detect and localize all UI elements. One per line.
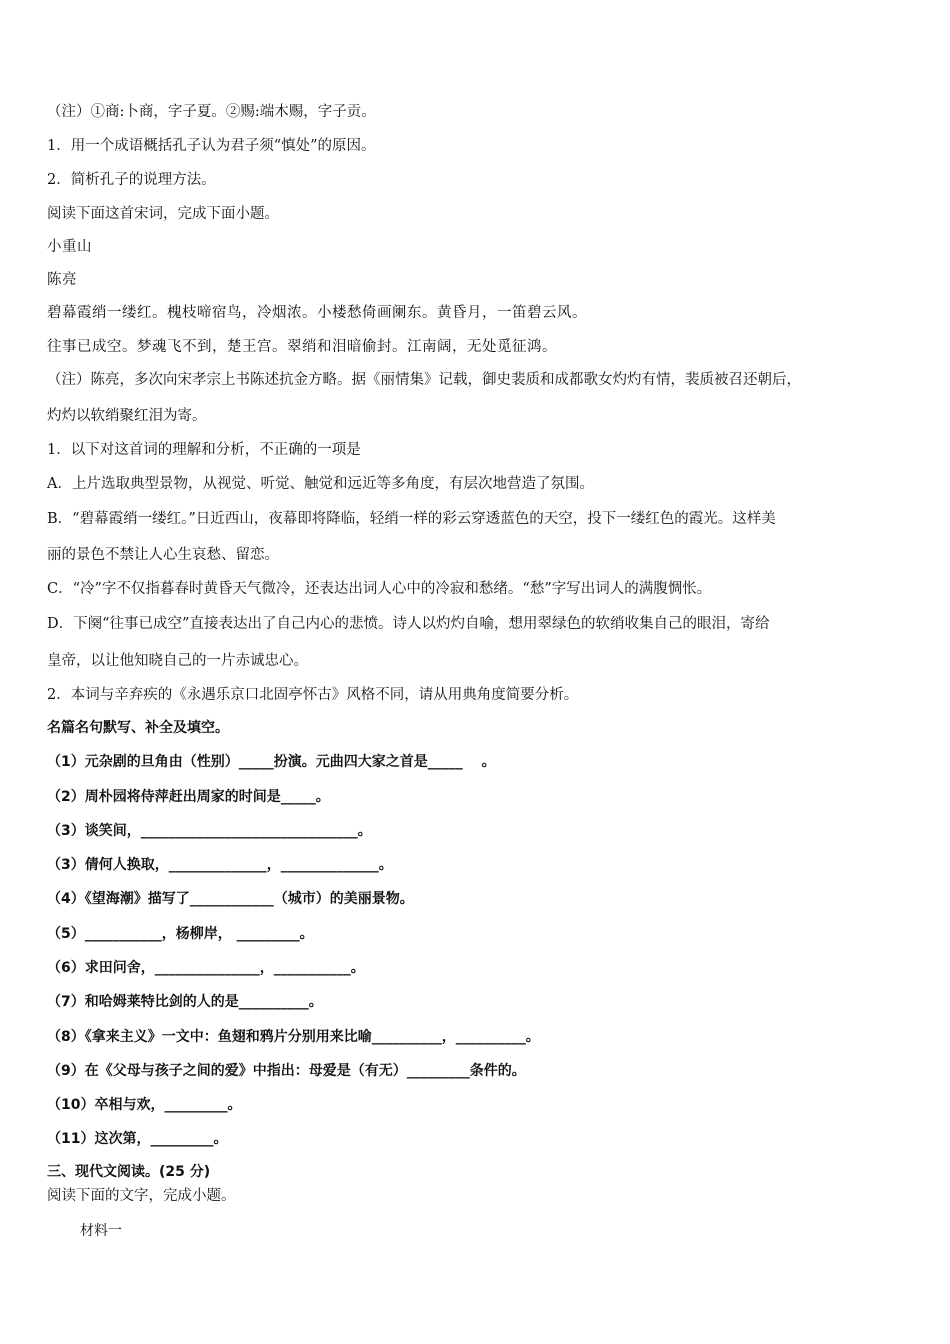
- option-d-line-1: D．下阕“往事已成空”直接表达出了自己内心的悲愤。诗人以灼灼自喻，想用翠绿色的软绡收集自己的眼泪，寄给: [47, 616, 770, 632]
- poem-line-1: 碧幕霞绡一缕红。槐枝啼宿鸟，冷烟浓。小楼愁倚画阑东。黄昏月，一笛碧云风。: [47, 305, 587, 321]
- poem-note-line-2: 灼灼以软绡聚红泪为寄。: [47, 408, 207, 424]
- fill-item-10: （10）卒相与欢，_________。: [47, 1097, 242, 1113]
- poem-author: 陈亮: [47, 272, 77, 288]
- option-b-line-2: 丽的景色不禁让人心生哀愁、留恋。: [47, 547, 279, 563]
- poem-note-line-1: （注）陈亮，多次向宋孝宗上书陈述抗金方略。据《丽情集》记载，御史裴质和成都歌女灼灼有情，裴质被召还朝后，: [47, 372, 801, 388]
- fill-item-7: （7）和哈姆莱特比剑的人的是__________。: [47, 994, 323, 1010]
- fill-item-3b: （3）倩何人换取，______________，______________。: [47, 857, 393, 873]
- option-a: A．上片选取典型景物，从视觉、听觉、触觉和远近等多角度，有层次地营造了氛围。: [47, 476, 594, 492]
- fill-item-8: （8）《拿来主义》一文中：鱼翅和鸦片分别用来比喻__________，__________。: [47, 1029, 540, 1045]
- part3-intro: 阅读下面的文字，完成小题。: [47, 1188, 236, 1204]
- question-2: 2．简析孔子的说理方法。: [47, 172, 216, 188]
- fill-item-4: （4）《望海潮》描写了____________（城市）的美丽景物。: [47, 891, 414, 907]
- option-c: C．“冷”字不仅指暮春时黄昏天气微冷，还表达出词人心中的冷寂和愁绪。“愁”字写出词人的满腹惆怅。: [47, 581, 712, 597]
- fill-item-11: （11）这次第，_________。: [47, 1131, 228, 1147]
- poem-question-2: 2．本词与辛弃疾的《永遇乐京口北固亭怀古》风格不同，请从用典角度简要分析。: [47, 687, 579, 703]
- note-zixia: （注）①商:卜商，字子夏。②赐:端木赐，字子贡。: [47, 104, 376, 120]
- question-1: 1．用一个成语概括孔子认为君子须“慎处”的原因。: [47, 138, 376, 154]
- fill-item-1: （1）元杂剧的旦角由（性别）_____扮演。元曲四大家之首是_____ 。: [47, 754, 496, 770]
- poem-title: 小重山: [47, 239, 92, 255]
- fill-item-5: （5）___________，杨柳岸， _________。: [47, 926, 314, 942]
- option-d-line-2: 皇帝，以让他知晓自己的一片赤诚忠心。: [47, 653, 308, 669]
- fill-item-9: （9）在《父母与孩子之间的爱》中指出：母爱是（有无）_________条件的。: [47, 1063, 526, 1079]
- poem-line-2: 往事已成空。梦魂飞不到，楚王宫。翠绡和泪暗偷封。江南阔，无处觅征鸿。: [47, 339, 557, 355]
- poem-intro: 阅读下面这首宋词，完成下面小题。: [47, 206, 279, 222]
- part3-title: 三、现代文阅读。(25 分): [47, 1164, 211, 1180]
- poem-question-1: 1．以下对这首词的理解和分析，不正确的一项是: [47, 442, 361, 458]
- material-1-heading: 材料一: [80, 1223, 122, 1239]
- section-title: 名篇名句默写、补全及填空。: [47, 720, 229, 736]
- fill-item-3: （3）谈笑间，_______________________________。: [47, 823, 372, 839]
- fill-item-2: （2）周朴园将侍萍赶出周家的时间是_____。: [47, 789, 330, 805]
- fill-item-6: （6）求田问舍，_______________，___________。: [47, 960, 365, 976]
- option-b-line-1: B．“碧幕霞绡一缕红。”日近西山，夜幕即将降临，轻绡一样的彩云穿透蓝色的天空，投下一缕红色的霞光。这样美: [47, 511, 776, 527]
